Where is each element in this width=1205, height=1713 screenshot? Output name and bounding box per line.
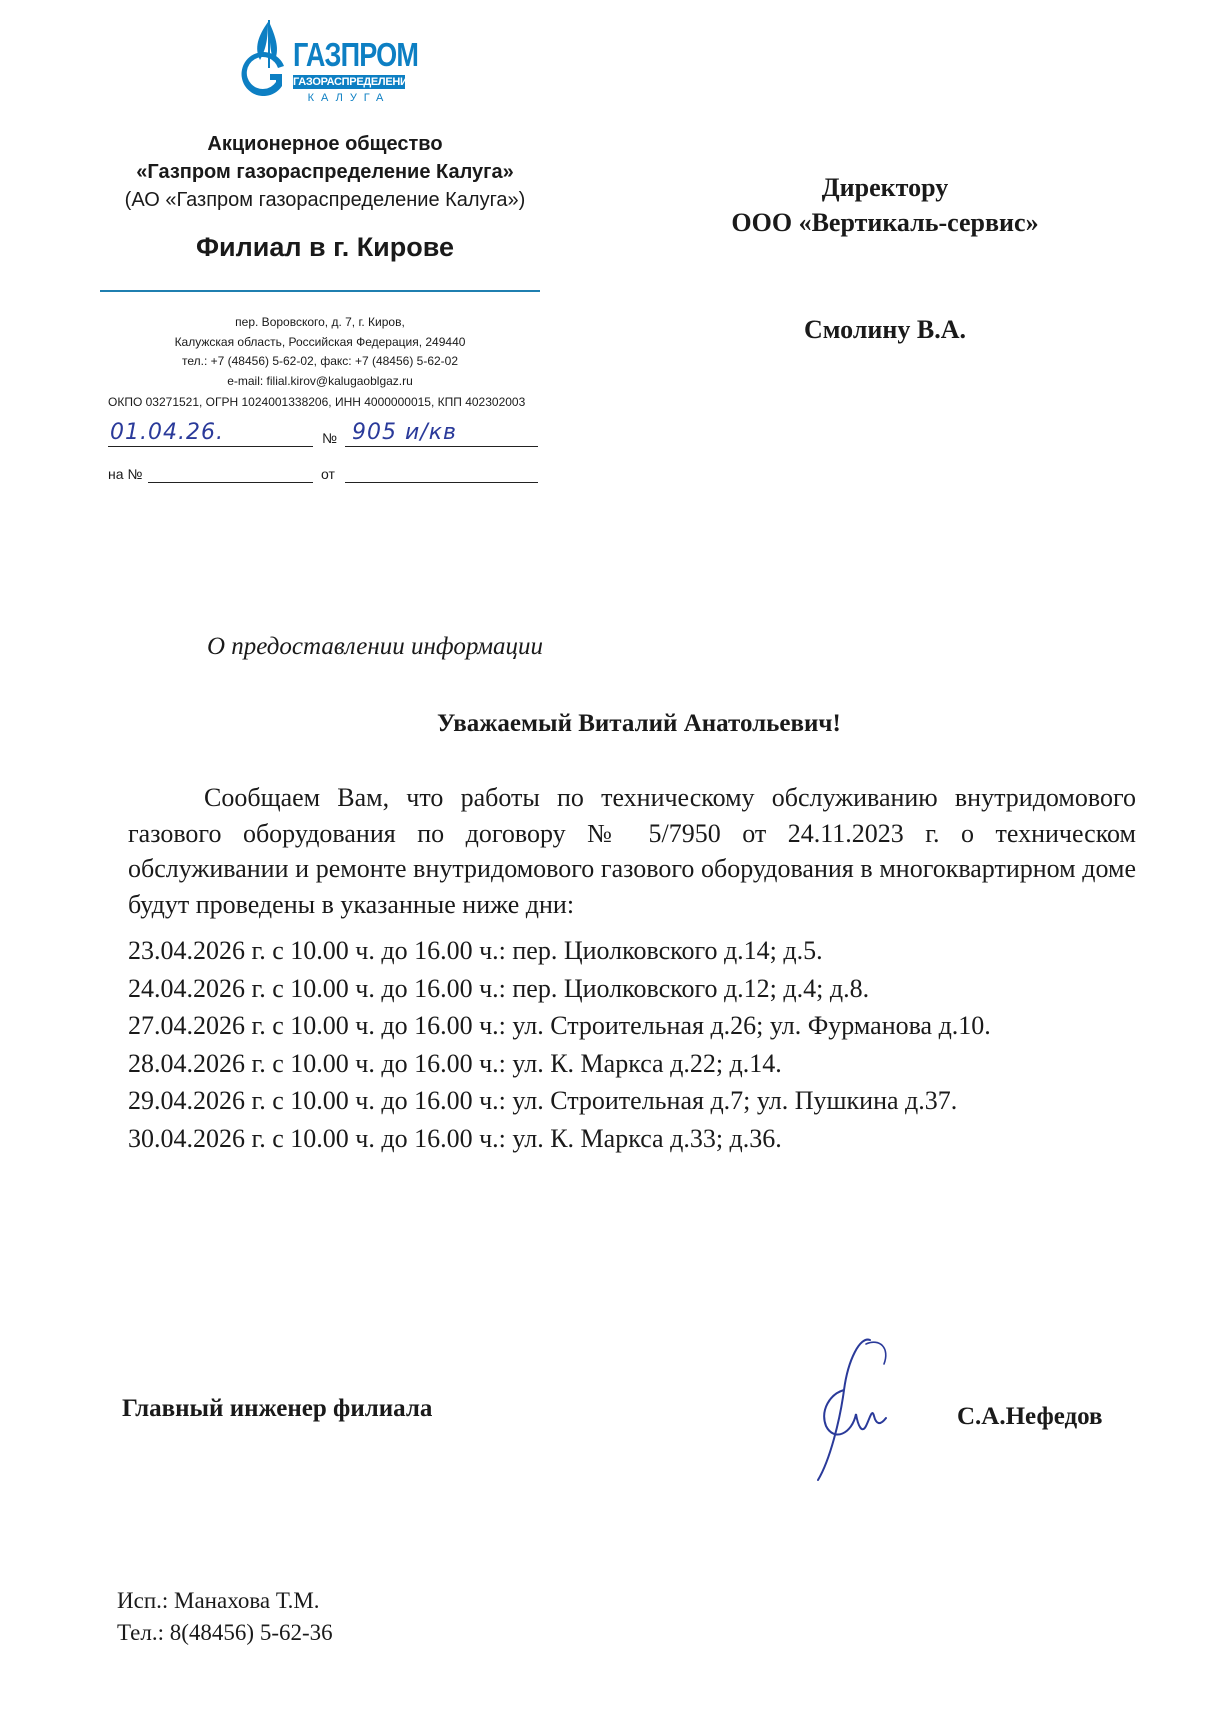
recipient-position: Директору	[821, 173, 949, 202]
schedule-item: 30.04.2026 г. с 10.00 ч. до 16.00 ч.: ул. К. Маркса д.33; д.36.	[128, 1123, 782, 1153]
org-line1: Акционерное общество	[207, 133, 443, 155]
address-line: Калужская область, Российская Федерация, 249440	[174, 334, 466, 349]
reply-label: на №	[108, 466, 143, 482]
org-line2: «Газпром газораспределение Калуга»	[136, 161, 514, 183]
schedule-item: 29.04.2026 г. с 10.00 ч. до 16.00 ч.: ул. Строительная д.7; ул. Пушкина д.37.	[128, 1086, 958, 1116]
reply-row	[108, 462, 538, 492]
logo-city: КАЛУГА	[307, 92, 391, 104]
schedule-item: 27.04.2026 г. с 10.00 ч. до 16.00 ч.: ул. Строительная д.26; ул. Фурманова д.10.	[128, 1011, 991, 1041]
recipient-company: ООО «Вертикаль-сервис»	[731, 208, 1039, 237]
logo-band: ГАЗОРАСПРЕДЕЛЕНИЕ	[293, 76, 415, 88]
schedule-list	[128, 932, 1136, 1158]
address-line: e-mail: filial.kirov@kalugaoblgaz.ru	[227, 373, 413, 388]
letter-body: Сообщаем Вам, что работы по техническому обслуживанию внутридомового газового оборудования по договору № 5/7950 от 24.11.2023 г. о техническом обслуживании и ремонте внутридомового газового оборудования в многоквартирном доме будут проведены в указанные ниже дни:	[128, 783, 1136, 919]
org-line3: (АО «Газпром газораспределение Калуга»)	[124, 189, 526, 211]
greeting: Уважаемый Виталий Анатольевич!	[437, 710, 841, 737]
outgoing-number: 905 и/кв	[352, 420, 457, 445]
sender-address	[100, 313, 540, 391]
header-divider	[100, 290, 540, 292]
handwritten-signature	[800, 1330, 920, 1490]
registration-ids: ОКПО 03271521, ОГРН 1024001338206, ИНН 4000000015, КПП 402302003	[108, 395, 526, 409]
address-line: тел.: +7 (48456) 5-62-02, факс: +7 (48456) 5-62-02	[181, 354, 459, 368]
signer-title: Главный инженер филиала	[122, 1395, 433, 1422]
branch-name: Филиал в г. Кирове	[195, 232, 455, 262]
outgoing-date-row	[108, 420, 538, 450]
schedule-item: 24.04.2026 г. с 10.00 ч. до 16.00 ч.: пер. Циолковского д.12; д.4; д.8.	[128, 973, 870, 1003]
signer-name: С.А.Нефедов	[957, 1403, 1103, 1430]
logo-brand: ГАЗПРОМ	[293, 36, 419, 73]
schedule-item: 23.04.2026 г. с 10.00 ч. до 16.00 ч.: пер. Циолковского д.14; д.5.	[128, 936, 823, 965]
recipient-block	[680, 170, 1090, 240]
letter-subject: О предоставлении информации	[207, 633, 544, 660]
recipient-name: Смолину В.А.	[804, 315, 966, 344]
number-label: №	[322, 430, 338, 446]
outgoing-date: 01.04.26.	[110, 420, 224, 445]
address-line: пер. Воровского, д. 7, г. Киров,	[235, 315, 405, 329]
executor-phone: Тел.: 8(48456) 5-62-36	[117, 1620, 333, 1645]
executor-name: Исп.: Манахова Т.М.	[117, 1588, 320, 1613]
from-label: от	[321, 466, 335, 482]
executor-block	[117, 1585, 333, 1649]
schedule-item: 28.04.2026 г. с 10.00 ч. до 16.00 ч.: ул. К. Маркса д.22; д.14.	[128, 1048, 782, 1078]
sender-org	[100, 130, 550, 214]
